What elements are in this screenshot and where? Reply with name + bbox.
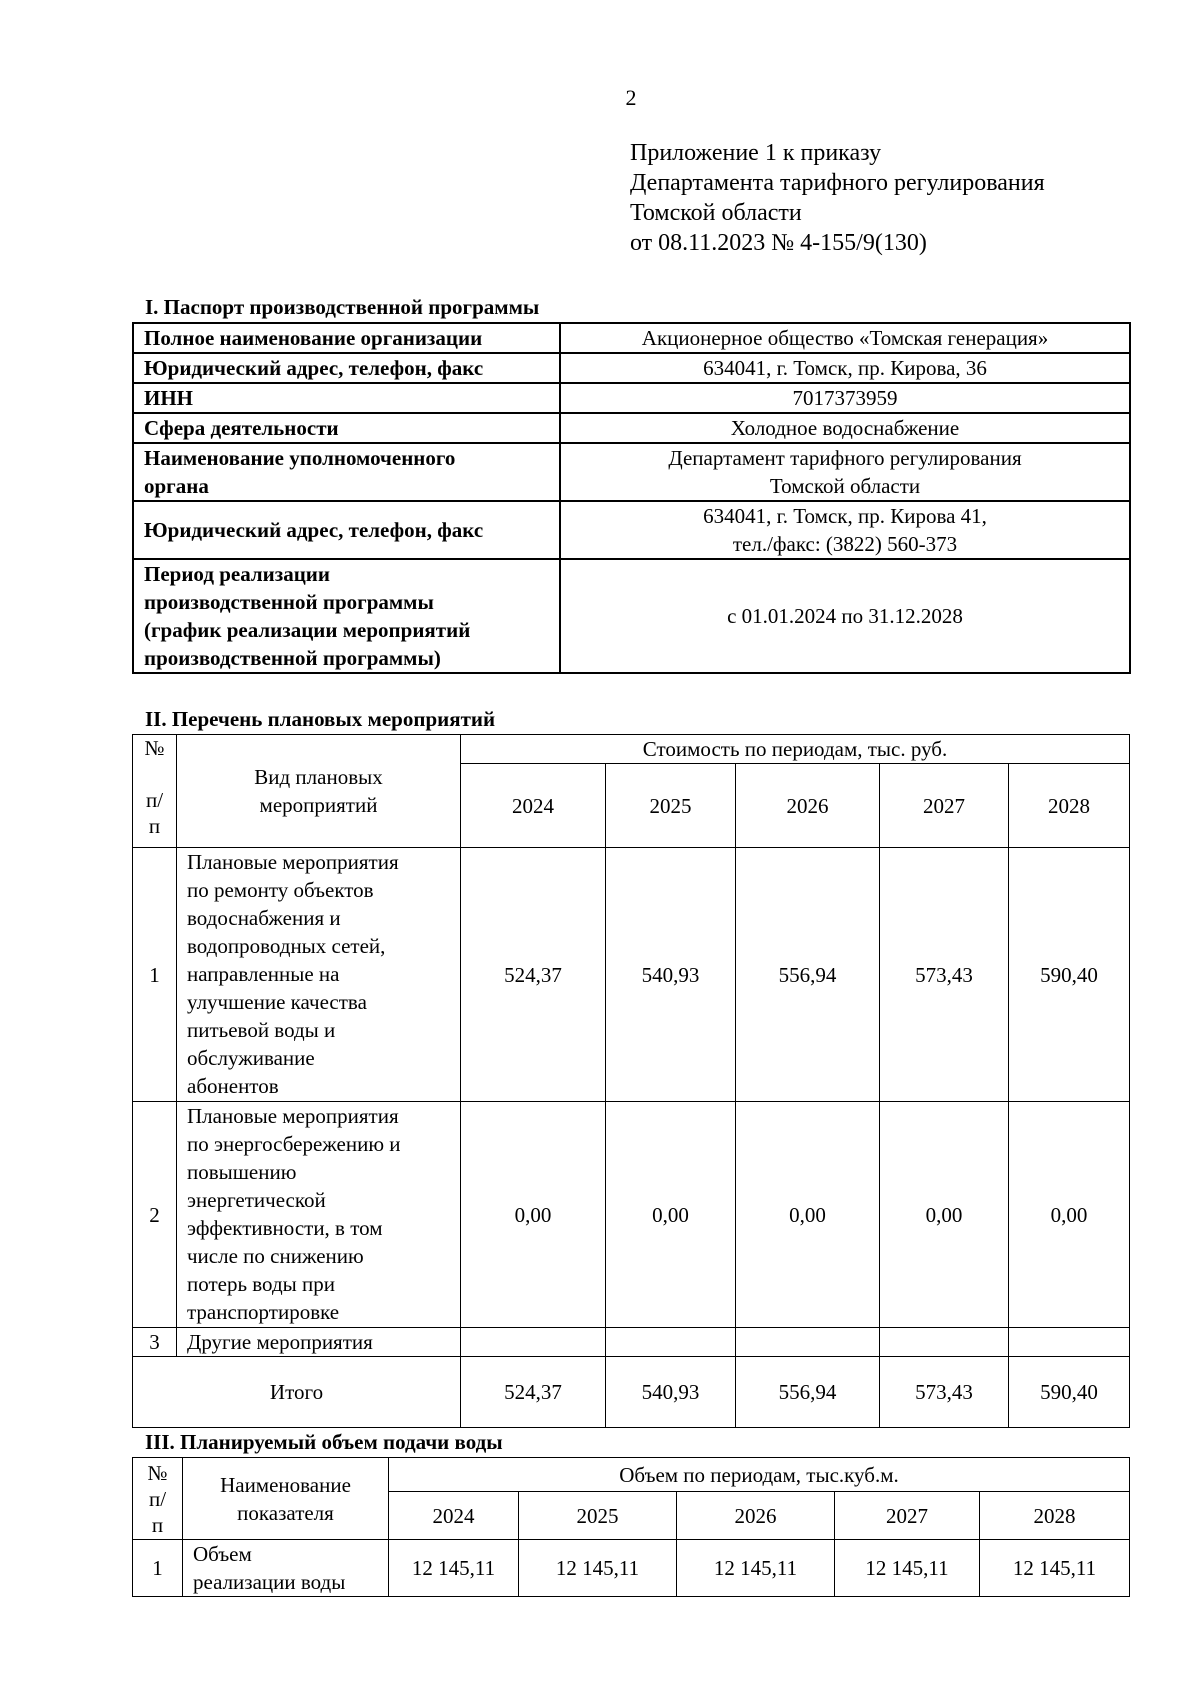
cost-cell: 590,40 <box>1009 848 1130 1102</box>
measure-name <box>177 1102 461 1328</box>
cost-cell <box>461 1328 606 1357</box>
measure-name-line: Плановые мероприятия <box>187 1104 399 1128</box>
table-row <box>133 383 1130 413</box>
measure-name-line: направленные на <box>187 962 340 986</box>
appendix-line: Департамента тарифного регулирования <box>630 170 1045 196</box>
total-cell: 556,94 <box>736 1357 880 1428</box>
cost-cell: 0,00 <box>606 1102 736 1328</box>
measure-name-line: транспортировке <box>187 1300 340 1324</box>
row-number: 3 <box>133 1328 177 1357</box>
cost-cell: 524,37 <box>461 848 606 1102</box>
passport-value <box>560 443 1130 501</box>
passport-label: Юридический адрес, телефон, факс <box>133 501 560 559</box>
volume-cell: 12 145,11 <box>389 1540 519 1597</box>
measure-name-line: по энергосбережению и <box>187 1132 401 1156</box>
appendix-line: Томской области <box>630 200 802 226</box>
section2-title: II. Перечень плановых мероприятий <box>145 707 496 731</box>
passport-value-line: тел./факс: (3822) 560-373 <box>732 532 958 556</box>
table-row <box>133 1328 1130 1357</box>
year-header: 2025 <box>606 764 736 848</box>
table-row <box>133 353 1130 383</box>
total-row <box>133 1357 1130 1428</box>
volume-header: Объем по периодам, тыс.куб.м. <box>389 1458 1130 1492</box>
num-header <box>133 1458 183 1540</box>
passport-value-line: Томской области <box>769 474 921 498</box>
year-header: 2028 <box>980 1492 1130 1540</box>
passport-table <box>132 322 1131 674</box>
appendix-line: от 08.11.2023 № 4-155/9(130) <box>630 230 927 256</box>
passport-label: ИНН <box>133 383 560 413</box>
section1-title: I. Паспорт производственной программы <box>145 295 540 319</box>
year-header: 2025 <box>519 1492 677 1540</box>
cost-cell: 0,00 <box>461 1102 606 1328</box>
cost-cell: 0,00 <box>1009 1102 1130 1328</box>
num-header-line: п <box>148 814 161 838</box>
measures-table <box>132 734 1130 1428</box>
volume-cell: 12 145,11 <box>519 1540 677 1597</box>
name-header-line: мероприятий <box>259 793 378 817</box>
passport-label: Сфера деятельности <box>133 413 560 443</box>
passport-value <box>560 501 1130 559</box>
cost-cell: 556,94 <box>736 848 880 1102</box>
passport-label <box>133 443 560 501</box>
row-number: 2 <box>133 1102 177 1328</box>
passport-value-line: 634041, г. Томск, пр. Кирова 41, <box>703 504 987 528</box>
table-header-row <box>133 735 1130 764</box>
num-header-line: № <box>147 1460 168 1485</box>
row-number: 1 <box>133 848 177 1102</box>
passport-value-line: Департамент тарифного регулирования <box>668 446 1022 470</box>
passport-value: Акционерное общество «Томская генерация» <box>560 323 1130 353</box>
measure-name-line: абонентов <box>187 1074 279 1098</box>
table-row <box>133 443 1130 501</box>
appendix-line: Приложение 1 к приказу <box>630 140 882 166</box>
total-cell: 590,40 <box>1009 1357 1130 1428</box>
year-header: 2026 <box>736 764 880 848</box>
passport-value: с 01.01.2024 по 31.12.2028 <box>560 559 1130 673</box>
passport-label-line: Период реализации <box>144 562 331 586</box>
measure-name-line: энергетической <box>187 1188 326 1212</box>
appendix-header <box>630 138 1045 258</box>
table-row <box>133 501 1130 559</box>
cost-header: Стоимость по периодам, тыс. руб. <box>461 735 1130 764</box>
measure-name-line: числе по снижению <box>187 1244 364 1268</box>
measure-name-line: повышению <box>187 1160 297 1184</box>
volume-cell: 12 145,11 <box>677 1540 835 1597</box>
cost-cell <box>736 1328 880 1357</box>
table-row <box>133 323 1130 353</box>
volume-cell: 12 145,11 <box>835 1540 980 1597</box>
passport-label-line: (график реализации мероприятий <box>144 618 471 642</box>
num-header-line: п/ <box>148 1486 167 1511</box>
measure-name-line: водопроводных сетей, <box>187 934 386 958</box>
measure-name-line: питьевой воды и <box>187 1018 336 1042</box>
year-header: 2024 <box>389 1492 519 1540</box>
table-row <box>133 848 1130 1102</box>
indicator-name-line: Объем <box>193 1542 252 1566</box>
year-header: 2026 <box>677 1492 835 1540</box>
num-header-line: п <box>151 1512 164 1537</box>
water-volume-table <box>132 1457 1130 1597</box>
measure-name: Другие мероприятия <box>177 1328 461 1357</box>
name-header-line: показателя <box>237 1500 334 1525</box>
passport-value: 7017373959 <box>560 383 1130 413</box>
num-header-line: п/ <box>145 788 164 812</box>
num-header <box>133 735 177 848</box>
name-header <box>183 1458 389 1540</box>
year-header: 2027 <box>880 764 1009 848</box>
passport-label-line: органа <box>144 474 209 498</box>
num-header-line: № <box>144 736 165 760</box>
cost-cell <box>1009 1328 1130 1357</box>
cost-cell: 573,43 <box>880 848 1009 1102</box>
cost-cell <box>606 1328 736 1357</box>
section3-title: III. Планируемый объем подачи воды <box>145 1430 503 1454</box>
name-header-line: Вид плановых <box>254 765 383 789</box>
passport-label-line: Наименование уполномоченного <box>144 446 456 470</box>
measure-name-line: водоснабжения и <box>187 906 341 930</box>
measure-name-line: Плановые мероприятия <box>187 850 399 874</box>
table-row <box>133 559 1130 673</box>
passport-label <box>133 559 560 673</box>
total-cell: 540,93 <box>606 1357 736 1428</box>
year-header: 2027 <box>835 1492 980 1540</box>
cost-cell: 0,00 <box>736 1102 880 1328</box>
passport-value: 634041, г. Томск, пр. Кирова, 36 <box>560 353 1130 383</box>
passport-label: Полное наименование организации <box>133 323 560 353</box>
passport-label: Юридический адрес, телефон, факс <box>133 353 560 383</box>
cost-cell: 540,93 <box>606 848 736 1102</box>
indicator-name <box>183 1540 389 1597</box>
total-cell: 524,37 <box>461 1357 606 1428</box>
name-header-line: Наименование <box>220 1472 351 1497</box>
cost-cell: 0,00 <box>880 1102 1009 1328</box>
name-header <box>177 735 461 848</box>
table-row <box>133 413 1130 443</box>
total-label: Итого <box>133 1357 461 1428</box>
total-cell: 573,43 <box>880 1357 1009 1428</box>
measure-name-line: по ремонту объектов <box>187 878 374 902</box>
indicator-name-line: реализации воды <box>193 1570 346 1594</box>
table-header-row <box>133 1458 1130 1492</box>
measure-name-line: эффективности, в том <box>187 1216 383 1240</box>
measure-name-line: улучшение качества <box>187 990 367 1014</box>
table-row <box>133 1540 1130 1597</box>
year-header: 2028 <box>1009 764 1130 848</box>
cost-cell <box>880 1328 1009 1357</box>
measure-name <box>177 848 461 1102</box>
table-row <box>133 1102 1130 1328</box>
year-header: 2024 <box>461 764 606 848</box>
measure-name-line: обслуживание <box>187 1046 315 1070</box>
passport-value: Холодное водоснабжение <box>560 413 1130 443</box>
row-number: 1 <box>133 1540 183 1597</box>
passport-label-line: производственной программы <box>144 590 434 614</box>
page-number: 2 <box>625 85 637 110</box>
measure-name-line: потерь воды при <box>187 1272 335 1296</box>
volume-cell: 12 145,11 <box>980 1540 1130 1597</box>
passport-label-line: производственной программы) <box>144 646 441 670</box>
